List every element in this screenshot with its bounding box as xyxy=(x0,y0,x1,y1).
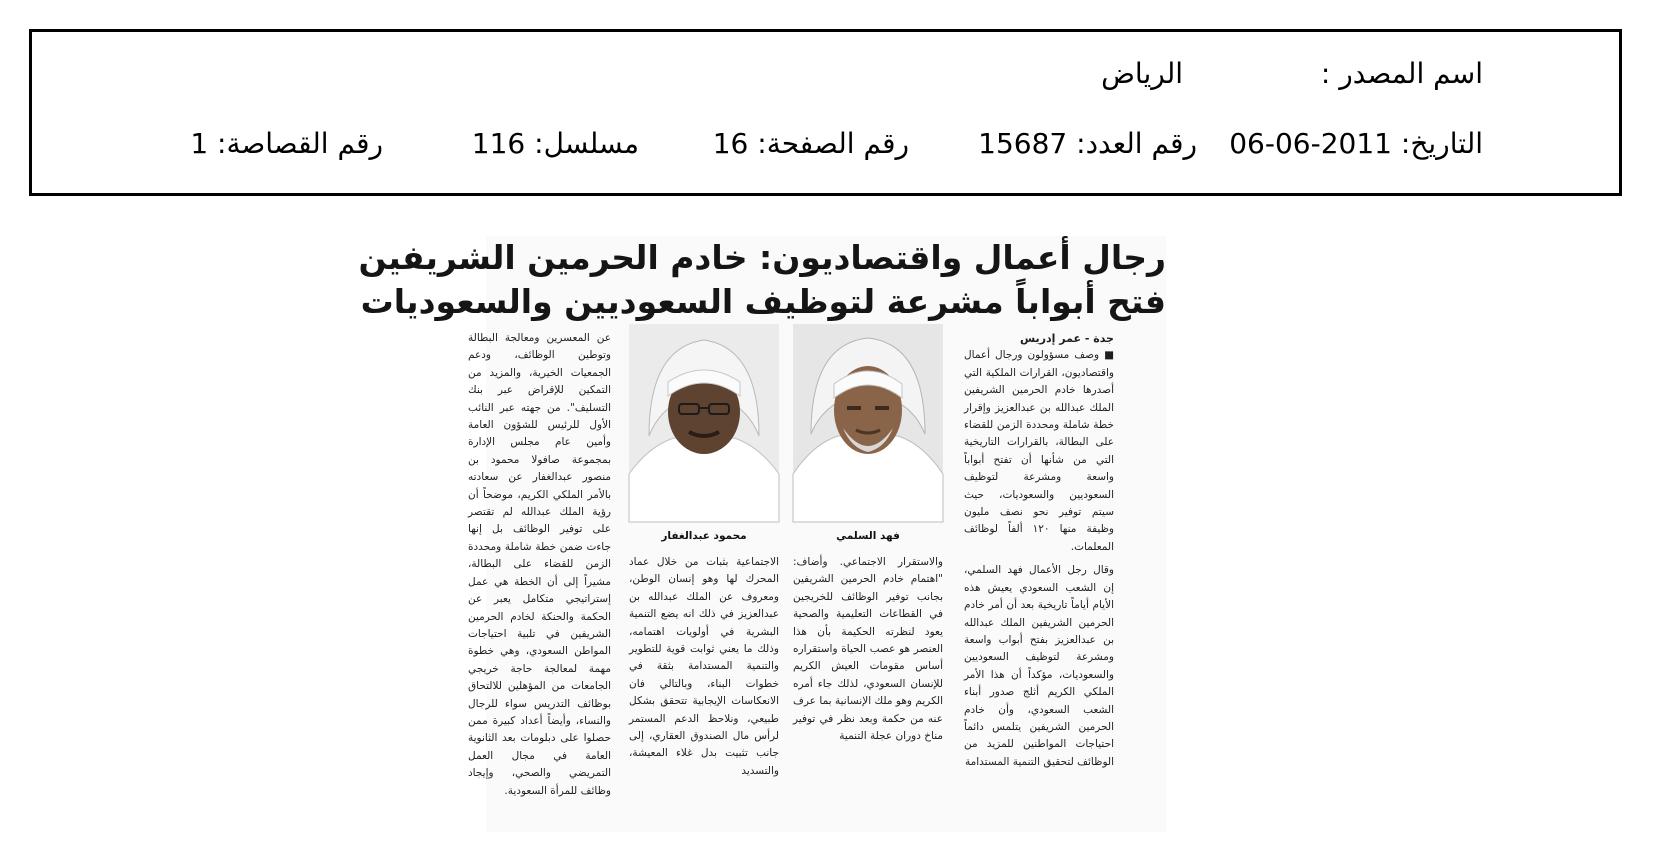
article-column-2: والاستقرار الاجتماعي. وأضاف: "اهتمام خادم الحرمين الشريفين بجانب توفير الوظائف للخريجين في القطاعات التعليمية والصحية يعود لنظرته الحكيمة بأن هذا العنصر هو عصب الحياة واستقراره أساس مقومات العيش الكريم للإنسان السعودي، لذلك جاء أمره الكريم وهو ملك الإنسانية بما عرف عنه من حكمة وبعد نظر في توفير مناخ دوران عجلة التنمية xyxy=(793,556,943,743)
article-column-1 xyxy=(964,330,1114,830)
headline-line-2: فتح أبواباً مشرعة لتوظيف السعوديين والسعوديات xyxy=(360,282,1166,321)
photo-caption-1: فهد السلمي xyxy=(836,530,900,542)
clipping-metadata-box xyxy=(29,29,1622,196)
article-byline: جدة - عمر إدريس xyxy=(1020,332,1114,345)
portrait-illustration-2 xyxy=(629,324,779,522)
date-field: التاريخ: 2011-06-06 xyxy=(1229,127,1483,160)
serial-number-field: مسلسل: 116 xyxy=(471,127,639,160)
source-label: اسم المصدر : xyxy=(1320,57,1483,90)
article-column-3: الاجتماعية بثبات من خلال عماد المحرك لها وهو إنسان الوطن، ومعروف عن الملك عبدالله بن عبدالعزيز في ذلك انه يضع التنمية البشرية في أولويات اهتمامه، وذلك ما يعني ثوابت قوية للتطوير والتنمية المستدامة بثقة في خطوات البناء، وبالتالي فان الانعكاسات الإيجابية تتحقق بشكل طبيعي، ونلاحظ الدعم المستمر لرأس مال الصندوق العقاري، إلى جانب تثبيت بدل غلاء المعيشة، والتسديد xyxy=(629,556,779,777)
clipping-number-field: رقم القصاصة: 1 xyxy=(190,127,383,160)
column-1-paragraph-1: ■ وصف مسؤولون ورجال أعمال واقتصاديون، القرارات الملكية التي أصدرها خادم الحرمين الشريفين الملك عبدالله بن عبدالعزيز وإقرار خطة شاملة ومحددة الزمن للقضاء على البطالة، بالقرارات التاريخية التي من شأنها أن تفتح أبواباً واسعة ومشرعة لتوظيف السعوديين والسعوديات، حيث سيتم توفير نحو نصف مليون وظيفة منها ١٢٠ ألفاً لوظائف المعلمات. xyxy=(964,349,1114,553)
issue-number-field: رقم العدد: 15687 xyxy=(978,127,1197,160)
source-value: الرياض xyxy=(1101,57,1183,90)
portrait-illustration-1 xyxy=(793,324,943,522)
page-number-field: رقم الصفحة: 16 xyxy=(712,127,909,160)
column-1-paragraph-2: وقال رجل الأعمال فهد السلمي، إن الشعب السعودي يعيش هذه الأيام أياماً تاريخية بعد أن أمر خادم الحرمين الشريفين الملك عبدالله بن عبدالعزيز بفتح أبواب واسعة ومشرعة لتوظيف السعوديين والسعوديات، مؤكداً أن هذا الأمر الملكي الكريم أثلج صدور أبناء الشعب السعودي، وأن خادم الحرمين الشريفين يتلمس دائماً احتياجات المواطنين للمزيد من الوظائف لتحقيق التنمية المستدامة xyxy=(964,564,1114,768)
portrait-photo-fahd-alsulami xyxy=(793,324,943,522)
newspaper-clipping xyxy=(358,236,1166,832)
photo-caption-2: محمود عبدالغفار xyxy=(661,530,747,542)
portrait-photo-mahmoud-abdulghaffar xyxy=(629,324,779,522)
article-column-4: عن المعسرين ومعالجة البطالة وتوطين الوظائف، ودعم الجمعيات الخيرية، والمزيد من التمكين للإقراض عبر بنك التسليف". من جهته عبر النائب الأول للرئيس للشؤون العامة وأمين عام مجلس الإدارة بمجموعة صافولا محمود بن منصور عبدالغفار عن سعادته بالأمر الملكي الكريم، موضحاً أن رؤية الملك عبدالله لم تقتصر على توفير الوظائف بل إنها جاءت ضمن خطة شاملة ومحددة الزمن للقضاء على البطالة، مشيراً إلى أن الخطة هي عمل إستراتيجي متكامل يعبر عن الحكمة والحنكة لخادم الحرمين الشريفين في تلبية احتياجات المواطن السعودي، وهي خطوة مهمة لمعالجة حاجة خريجي الجامعات من المؤهلين للالتحاق بوظائف التدريس سواء للرجال والنساء، وأيضاً أعداد كبيرة ممن حصلوا على دبلومات بعد الثانوية العامة في مجال العمل التمريضي والصحي، وإيجاد وظائف للمرأة السعودية. xyxy=(468,332,611,797)
headline-line-1: رجال أعمال واقتصاديون: خادم الحرمين الشريفين xyxy=(358,238,1166,277)
